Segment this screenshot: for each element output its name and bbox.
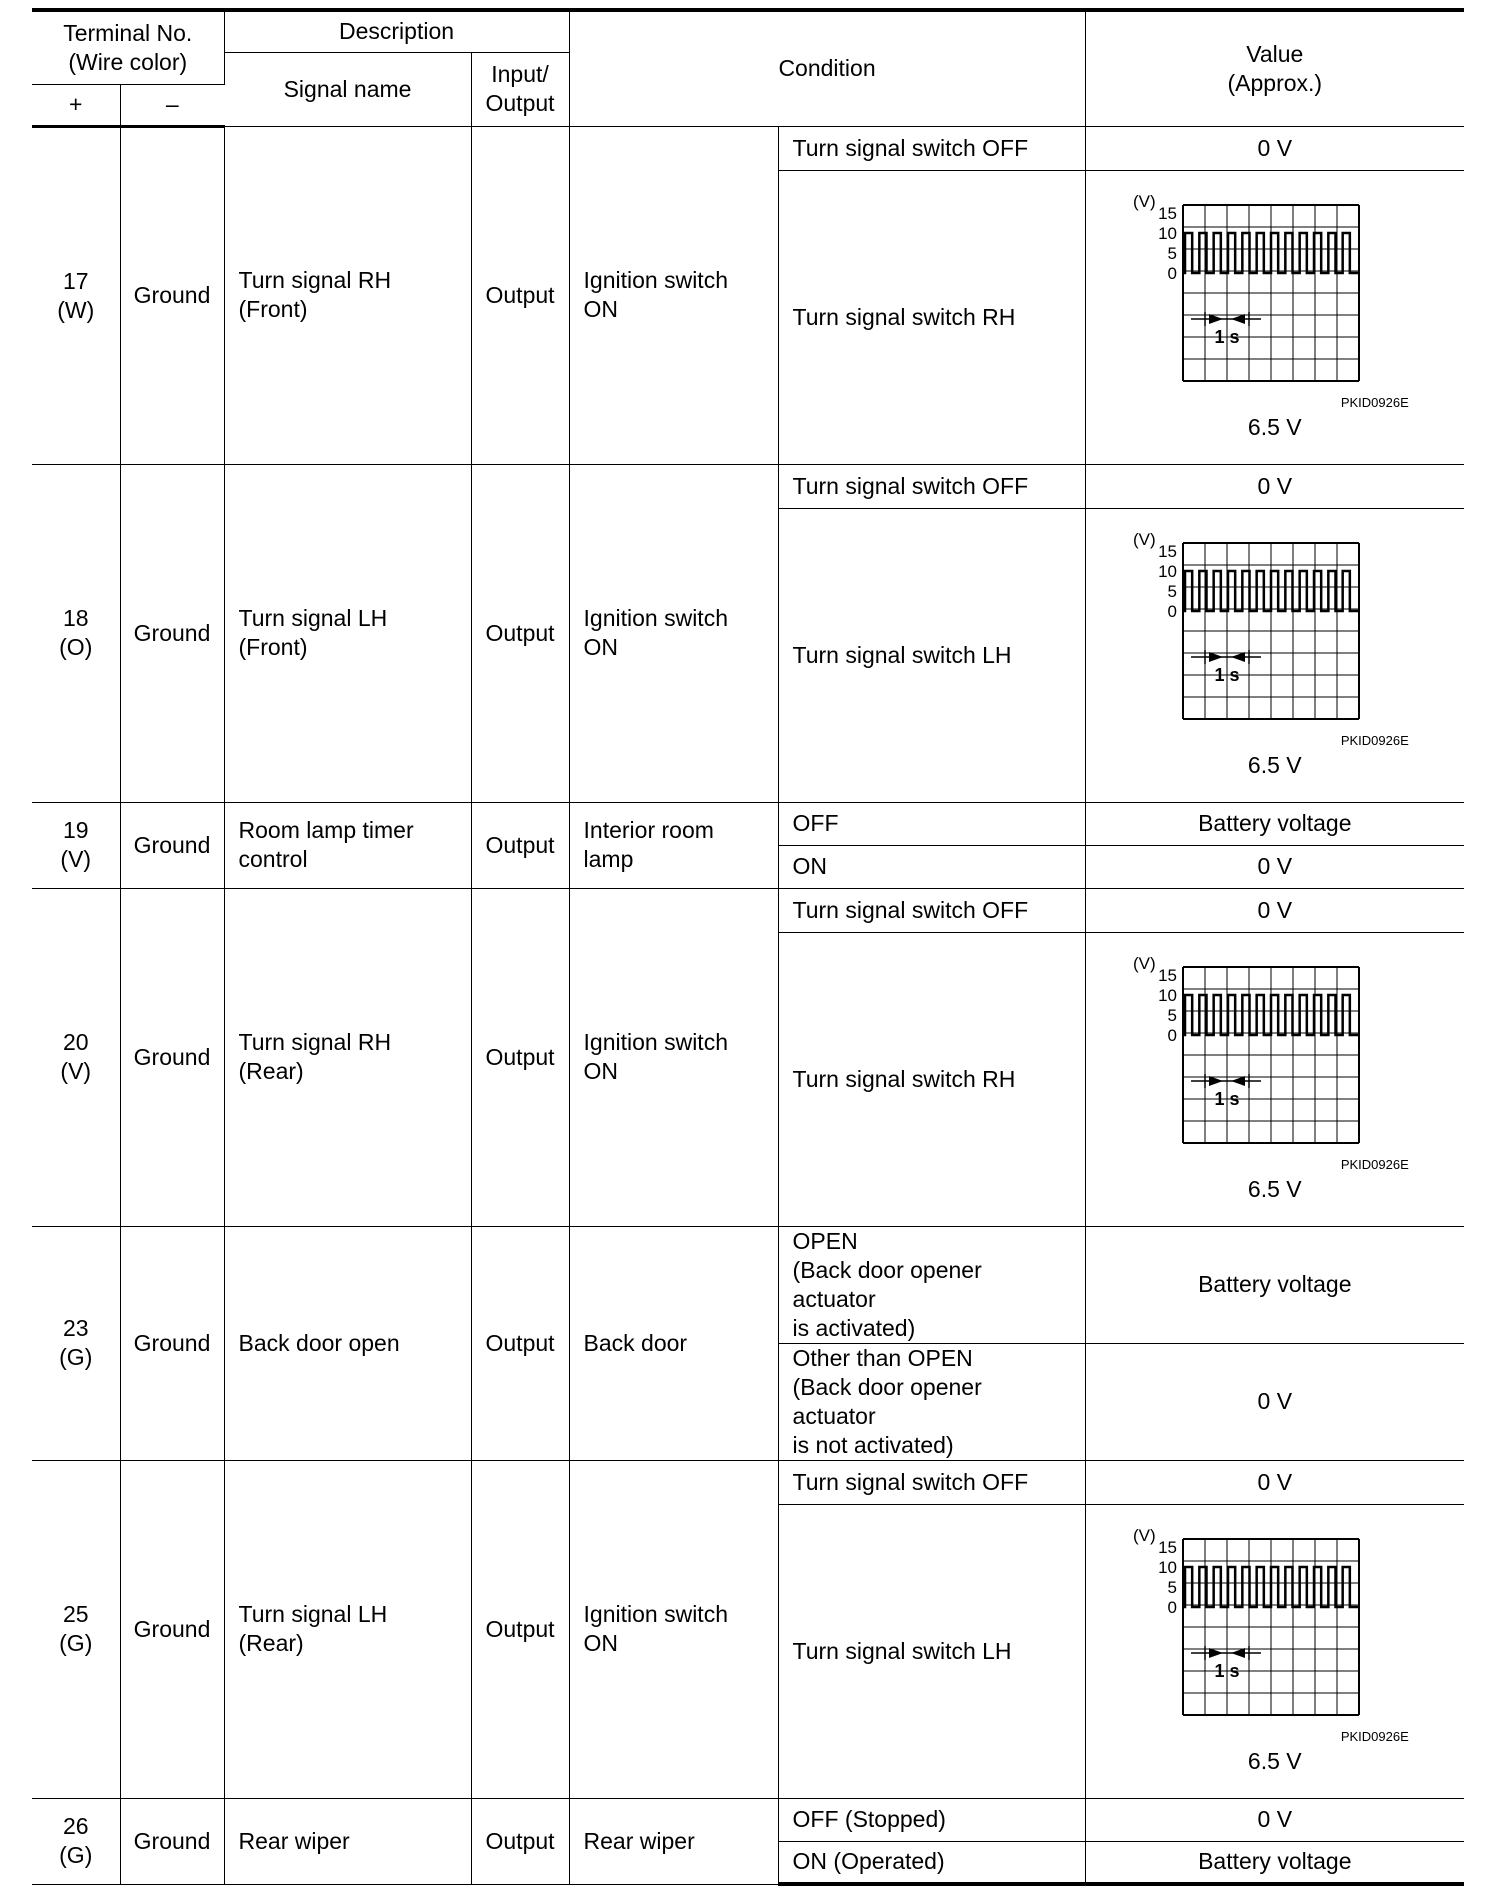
waveform-value-cell [1085,932,1464,1226]
y-tick-label: 0 [1167,263,1177,283]
waveform-trace [1183,995,1359,1035]
figure-code: PKID0926E [1340,732,1409,748]
ground-cell: Ground [120,464,224,802]
waveform-value: 6.5 V [1247,751,1302,778]
condition-line: ON [583,634,619,660]
value-cell: 0 V [1085,1343,1464,1460]
header-input-output [471,52,569,126]
header-condition: Condition [569,10,1085,126]
terminal-number: 19 [62,817,89,843]
ground-cell: Ground [120,1226,224,1460]
terminal-cell [32,1226,120,1460]
signal-name-cell [224,888,471,1226]
value-cell: Battery voltage [1085,1226,1464,1343]
io-cell: Output [471,1798,569,1884]
y-tick-label: 15 [1157,203,1177,223]
sub-condition-line: (Back door opener actuator [792,1256,982,1312]
waveform-value: 6.5 V [1247,1175,1302,1202]
condition-cell [569,1460,778,1798]
condition-line: Interior room [583,817,714,843]
condition-cell [569,888,778,1226]
header-minus: – [120,84,224,126]
waveform-trace [1183,571,1359,611]
condition-line: ON [583,1630,619,1656]
wire-color: (V) [60,846,92,872]
table-row [32,1460,1464,1504]
signal-name-cell [224,802,471,888]
sub-condition-line: is not activated) [792,1431,954,1458]
value-cell: 0 V [1085,888,1464,932]
table-row [32,126,1464,170]
y-tick-label: 0 [1167,1597,1177,1617]
y-tick-label: 0 [1167,1025,1177,1045]
value-cell: 0 V [1085,845,1464,888]
table-row [32,1226,1464,1343]
header-terminal-label: Terminal No. [63,19,193,46]
waveform-value-cell [1085,170,1464,464]
value-cell: 0 V [1085,464,1464,508]
value-cell: 0 V [1085,1460,1464,1504]
waveform-figure [1125,1527,1425,1744]
io-cell: Output [471,126,569,464]
signal-name-line: Turn signal RH [238,267,392,293]
header-terminal-no [32,10,224,84]
sub-condition-line: OPEN [792,1227,858,1254]
header-value-label: Value [1246,40,1304,67]
figure-code: PKID0926E [1340,394,1409,410]
signal-name-cell [224,1226,471,1460]
table-row [32,464,1464,508]
time-marker-label: 1 s [1214,1088,1240,1109]
waveform-value-cell [1085,1504,1464,1798]
y-axis-unit: (V) [1132,954,1156,973]
sub-condition-cell: Turn signal switch RH [778,932,1085,1226]
y-axis-unit: (V) [1132,192,1156,211]
signal-name-line: control [238,846,308,872]
time-marker-label: 1 s [1214,664,1240,685]
signal-name-line: Back door open [238,1329,400,1356]
signal-name-cell [224,126,471,464]
header-wire-color-label: (Wire color) [68,48,188,75]
terminal-number: 20 [62,1029,89,1055]
y-tick-label: 10 [1157,985,1177,1005]
y-tick-label: 15 [1157,1537,1177,1557]
sub-condition-cell: Turn signal switch OFF [778,1460,1085,1504]
terminal-number: 25 [62,1601,89,1627]
sub-condition-cell: Turn signal switch OFF [778,888,1085,932]
signal-name-cell [224,464,471,802]
y-tick-label: 10 [1157,1557,1177,1577]
waveform-figure [1125,531,1425,748]
sub-condition-cell: OFF [778,802,1085,845]
header-description: Description [224,10,569,52]
condition-cell [569,126,778,464]
y-tick-label: 15 [1157,965,1177,985]
terminal-number: 23 [62,1315,89,1341]
header-input-label: Input/ [491,61,549,87]
signal-name-line: (Front) [238,634,308,660]
condition-line: Rear wiper [583,1827,695,1854]
signal-name-line: Turn signal RH [238,1029,392,1055]
terminal-cell [32,802,120,888]
sub-condition-cell: ON (Operated) [778,1841,1085,1884]
sub-condition-line: (Back door opener actuator [792,1373,982,1429]
table-row [32,1798,1464,1841]
wire-color: (W) [57,296,95,323]
waveform-value: 6.5 V [1247,1747,1302,1774]
signal-name-line: Rear wiper [238,1827,350,1854]
header-value [1085,10,1464,126]
y-tick-label: 5 [1167,1005,1177,1025]
waveform-figure [1125,193,1425,410]
terminal-cell [32,464,120,802]
condition-line: ON [583,296,619,322]
value-cell: 0 V [1085,1798,1464,1841]
y-tick-label: 10 [1157,223,1177,243]
signal-name-cell [224,1798,471,1884]
signal-name-line: Room lamp timer [238,817,414,843]
y-tick-label: 15 [1157,541,1177,561]
sub-condition-cell: OFF (Stopped) [778,1798,1085,1841]
sub-condition-cell: Turn signal switch LH [778,508,1085,802]
signal-name-cell [224,1460,471,1798]
ground-cell: Ground [120,802,224,888]
signal-name-line: Turn signal LH [238,605,388,631]
y-tick-label: 5 [1167,1577,1177,1597]
header-row-1 [32,10,1464,52]
y-tick-label: 10 [1157,561,1177,581]
waveform-trace [1183,1567,1359,1607]
terminal-cell [32,1460,120,1798]
io-cell: Output [471,802,569,888]
condition-cell [569,464,778,802]
sub-condition-line: Other than OPEN [792,1344,973,1371]
signal-name-line: Turn signal LH (Rear) [238,1601,388,1656]
terminal-number: 18 [62,605,89,631]
signal-name-line: (Front) [238,296,308,322]
value-cell: Battery voltage [1085,1841,1464,1884]
terminal-number: 26 [62,1813,89,1839]
condition-cell [569,802,778,888]
terminal-cell [32,126,120,464]
wire-color: (G) [59,1344,93,1370]
y-tick-label: 0 [1167,601,1177,621]
condition-line: Ignition switch [583,605,728,631]
y-axis-unit: (V) [1132,1526,1156,1545]
table-row [32,802,1464,845]
table-row [32,888,1464,932]
sub-condition-cell [778,1226,1085,1343]
header-plus: + [32,84,120,126]
header-approx-label: (Approx.) [1227,69,1323,96]
sub-condition-cell: Turn signal switch LH [778,1504,1085,1798]
y-axis-unit: (V) [1132,530,1156,549]
waveform-trace [1183,233,1359,273]
time-marker-label: 1 s [1214,1660,1240,1681]
ground-cell: Ground [120,126,224,464]
ground-cell: Ground [120,1798,224,1884]
sub-condition-cell: Turn signal switch OFF [778,464,1085,508]
header-signal-name: Signal name [224,52,471,126]
condition-line: Ignition switch [583,1601,728,1627]
terminal-signal-table [32,8,1464,1886]
io-cell: Output [471,1226,569,1460]
condition-cell [569,1226,778,1460]
y-tick-label: 5 [1167,581,1177,601]
condition-line: ON [583,1058,619,1084]
time-marker-label: 1 s [1214,326,1240,347]
wire-color: (V) [60,1058,92,1084]
sub-condition-cell: Turn signal switch RH [778,170,1085,464]
ground-cell: Ground [120,888,224,1226]
condition-line: lamp [583,846,634,872]
condition-cell [569,1798,778,1884]
wire-color: (O) [59,634,93,660]
signal-name-line: (Rear) [238,1058,304,1084]
condition-line: Ignition switch [583,267,728,293]
value-cell: 0 V [1085,126,1464,170]
value-cell: Battery voltage [1085,802,1464,845]
io-cell: Output [471,1460,569,1798]
terminal-cell [32,1798,120,1884]
header-output-label: Output [485,90,555,116]
waveform-chart [1125,955,1425,1151]
ground-cell: Ground [120,1460,224,1798]
sub-condition-line: is activated) [792,1314,916,1341]
waveform-figure [1125,955,1425,1172]
figure-code: PKID0926E [1340,1156,1409,1172]
io-cell: Output [471,888,569,1226]
figure-code: PKID0926E [1340,1728,1409,1744]
io-cell: Output [471,464,569,802]
waveform-chart [1125,1527,1425,1723]
sub-condition-cell [778,1343,1085,1460]
waveform-chart [1125,193,1425,389]
waveform-chart [1125,531,1425,727]
wire-color: (G) [59,1630,93,1656]
sub-condition-cell: ON [778,845,1085,888]
waveform-value: 6.5 V [1247,413,1302,440]
terminal-number: 17 [62,267,89,294]
terminal-table-sheet [32,8,1464,1886]
y-tick-label: 5 [1167,243,1177,263]
waveform-value-cell [1085,508,1464,802]
condition-line: Back door [583,1329,688,1356]
condition-line: Ignition switch [583,1029,728,1055]
wire-color: (G) [59,1842,93,1868]
sub-condition-cell: Turn signal switch OFF [778,126,1085,170]
terminal-cell [32,888,120,1226]
